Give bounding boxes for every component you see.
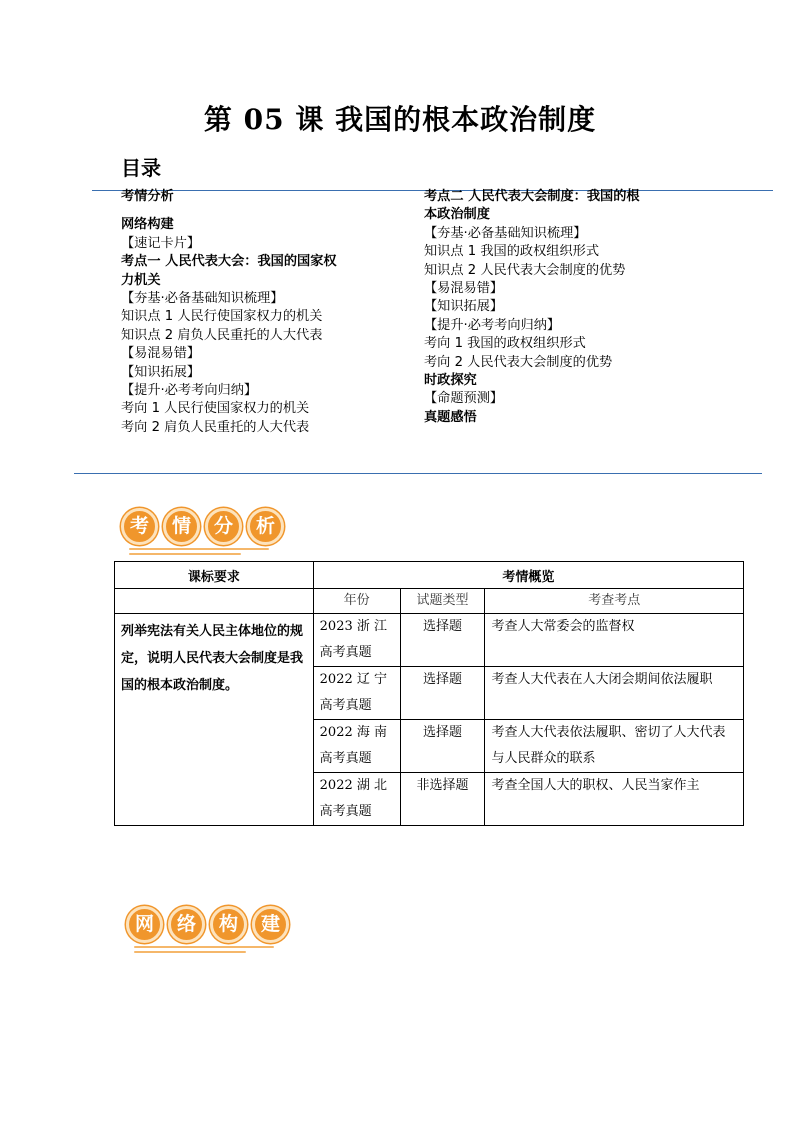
table-cell-year: 2022 湖 北 高考真题 (313, 773, 400, 826)
banner-char: 情 (163, 508, 200, 545)
table-cell-point: 考查人大常委会的监督权 (485, 614, 744, 667)
table-subheader-year: 年份 (313, 589, 400, 614)
toc-link[interactable]: 考点二 人民代表大会制度：我国的根 (424, 189, 640, 204)
table-cell-point: 考查人大代表依法履职、密切了人大代表与人民群众的联系 (485, 720, 744, 773)
table-cell-point: 考查全国人大的职权、人民当家作主 (485, 773, 744, 826)
toc-link[interactable]: 知识点 2 肩负人民重托的人大代表 (121, 327, 323, 343)
toc-link[interactable]: 【知识拓展】 (424, 299, 504, 315)
banner-underline-decoration (134, 946, 274, 956)
table-cell-year: 2022 辽 宁 高考真题 (313, 667, 400, 720)
toc-link[interactable]: 【易混易错】 (121, 346, 201, 362)
toc-heading: 目录 (121, 156, 161, 180)
table-header-requirement: 课标要求 (115, 562, 314, 589)
table-subheader-point: 考查考点 (485, 589, 744, 614)
banner-char: 构 (210, 906, 247, 943)
toc-link[interactable]: 真题感悟 (424, 409, 477, 425)
table-cell-year: 2022 海 南 高考真题 (313, 720, 400, 773)
toc-link[interactable]: 【提升·必考考向归纳】 (121, 383, 258, 399)
section-banner-analysis (121, 508, 289, 545)
toc-bottom-rule (74, 473, 762, 474)
toc-link[interactable]: 本政治制度 (424, 207, 490, 223)
toc-link[interactable]: 知识点 1 人民行使国家权力的机关 (121, 309, 323, 325)
table-requirement-cell: 列举宪法有关人民主体地位的规定，说明人民代表大会制度是我国的根本政治制度。 (115, 614, 314, 826)
toc-link[interactable]: 【命题预测】 (424, 391, 504, 407)
toc-link[interactable]: 网络构建 (121, 217, 174, 233)
banner-char: 分 (205, 508, 242, 545)
toc-link[interactable]: 考情分析 (121, 189, 174, 204)
table-cell-type: 选择题 (400, 720, 485, 773)
toc-left-column (121, 188, 391, 437)
page-title: 第 05 课 我国的根本政治制度 (203, 103, 597, 136)
toc-link[interactable]: 考向 2 肩负人民重托的人大代表 (121, 419, 310, 435)
table-cell-year: 2023 浙 江 高考真题 (313, 614, 400, 667)
table-cell-point: 考查人大代表在人大闭会期间依法履职 (485, 667, 744, 720)
toc-link[interactable]: 【速记卡片】 (121, 235, 201, 251)
table-subheader-spacer (115, 589, 314, 614)
section-banner-network (126, 906, 294, 943)
toc-link[interactable]: 时政探究 (424, 373, 477, 389)
toc-right-column (424, 188, 704, 427)
toc-link[interactable]: 【夯基·必备基础知识梳理】 (424, 225, 587, 241)
exam-analysis-table (114, 561, 744, 826)
table-cell-type: 选择题 (400, 667, 485, 720)
banner-underline-decoration (129, 548, 269, 558)
toc-link[interactable]: 考向 1 我国的政权组织形式 (424, 336, 586, 352)
toc-link[interactable]: 【知识拓展】 (121, 364, 201, 380)
banner-char: 建 (252, 906, 289, 943)
table-subheader-type: 试题类型 (400, 589, 485, 614)
toc-link[interactable]: 【提升·必考考向归纳】 (424, 317, 561, 333)
banner-char: 析 (247, 508, 284, 545)
toc-link[interactable]: 考点一 人民代表大会：我国的国家权 (121, 254, 337, 270)
table-cell-type: 非选择题 (400, 773, 485, 826)
toc-link[interactable]: 力机关 (121, 272, 161, 288)
toc-link[interactable]: 考向 2 人民代表大会制度的优势 (424, 354, 613, 370)
toc-link[interactable]: 知识点 1 我国的政权组织形式 (424, 244, 600, 260)
toc-link[interactable]: 知识点 2 人民代表大会制度的优势 (424, 262, 626, 278)
toc-link[interactable]: 【夯基·必备基础知识梳理】 (121, 291, 284, 307)
banner-char: 考 (121, 508, 158, 545)
banner-char: 网 (126, 906, 163, 943)
toc-link[interactable]: 【易混易错】 (424, 281, 504, 297)
table-header-overview: 考情概览 (313, 562, 743, 589)
table-cell-type: 选择题 (400, 614, 485, 667)
banner-char: 络 (168, 906, 205, 943)
toc-link[interactable]: 考向 1 人民行使国家权力的机关 (121, 401, 310, 417)
